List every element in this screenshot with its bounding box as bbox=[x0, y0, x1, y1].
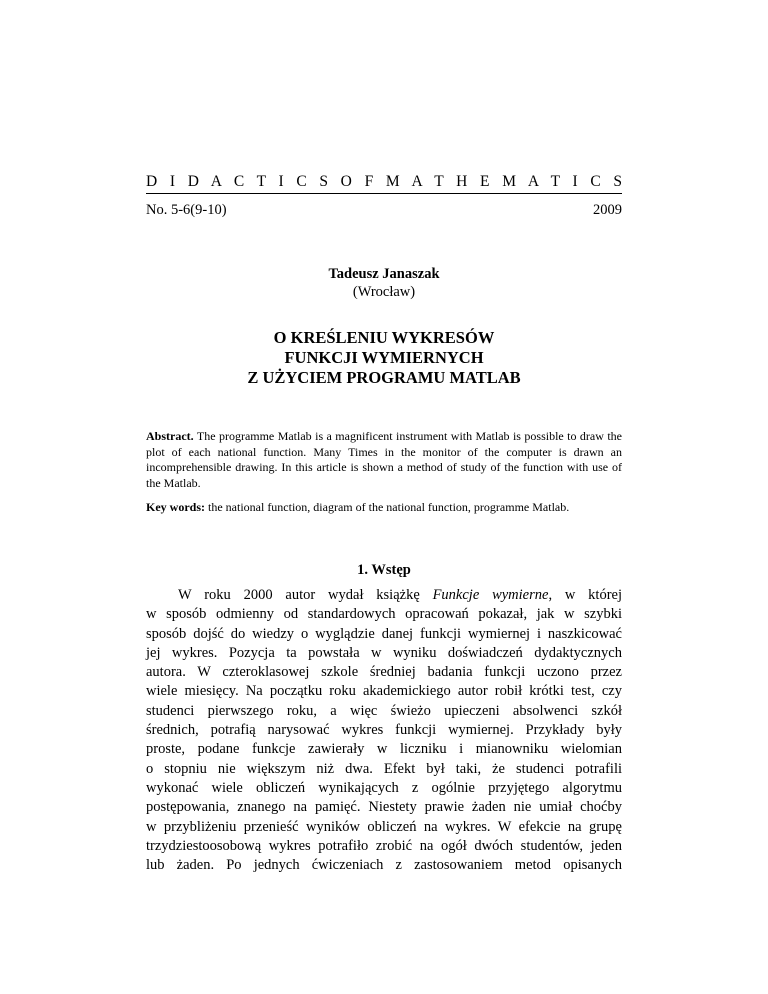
header-rule bbox=[146, 193, 622, 194]
abstract-label: Abstract. bbox=[146, 429, 194, 443]
body-line: postępowania, znanego na pamięć. Niestety prawie żaden nie umiał choćby bbox=[146, 799, 622, 816]
title-line: FUNKCJI WYMIERNYCH bbox=[284, 348, 484, 367]
body-line: wiele miesięcy. Na początku roku akademickiego autor robił krótki test, czy bbox=[146, 683, 622, 700]
abstract bbox=[146, 429, 622, 491]
issue-number: No. 5-6(9-10) bbox=[146, 202, 227, 218]
body-text-segment: , w której bbox=[548, 587, 622, 603]
body-line: wykonać wiele obliczeń wynikających z ogólnie przyjętego algorytmu bbox=[146, 779, 622, 796]
body-line: autora. W czteroklasowej szkole średniej badania funkcji uczono przez bbox=[146, 664, 622, 681]
author-affiliation: (Wrocław) bbox=[352, 284, 416, 300]
section-heading: 1. Wstęp bbox=[357, 562, 411, 578]
book-title: Funkcje wymierne bbox=[432, 587, 549, 603]
body-line: w sposób odmienny od standardowych opracowań pokazał, jak w szybki bbox=[146, 606, 622, 623]
body-line: sposób dojść do wiedzy o wyglądzie danej funkcji wymiernej i naszkicować bbox=[146, 625, 622, 642]
abstract-text: The programme Matlab is a magnificent instrument with Matlab is possible to draw the plot of each national function. Many Times in the monitor of the computer is drawn an incomprehensible drawing. In this article is shown a method of study of the function with use of the Matlab. bbox=[146, 429, 622, 490]
body-line bbox=[146, 586, 622, 605]
body-line: o stopniu nie większym niż dwa. Efekt był taki, że studenci potrafili bbox=[146, 760, 622, 777]
keywords-label: Key words: bbox=[146, 500, 205, 514]
author-name: Tadeusz Janaszak bbox=[328, 266, 440, 282]
body-line: lub żaden. Po jednych ćwiczeniach z zastosowaniem metod opisanych bbox=[146, 857, 622, 874]
body-line: jej wykres. Pozycja ta powstała w wyniku doświadczeń dydaktycznych bbox=[146, 644, 622, 661]
body-line: w przybliżeniu przenieść wyników obliczeń na wykres. W efekcie na grupę bbox=[146, 818, 622, 835]
body-text-segment: W roku 2000 autor wydał książkę bbox=[178, 587, 433, 603]
keywords-text: the national function, diagram of the national function, programme Matlab. bbox=[205, 500, 570, 514]
article-title bbox=[146, 328, 622, 388]
title-line: Z UŻYCIEM PROGRAMU MATLAB bbox=[247, 368, 521, 387]
body-line: trzydziestoosobową wykres potrafiło zrobić na ogół dwóch studentów, jeden bbox=[146, 837, 622, 854]
body-line: średnich, potrafią narysować wykres funkcji wymiernej. Przykłady były bbox=[146, 722, 622, 739]
body-paragraph bbox=[146, 586, 622, 875]
issue-year: 2009 bbox=[593, 202, 622, 218]
keywords bbox=[146, 500, 622, 516]
body-line: proste, podane funkcje zawierały w liczniku i mianowniku wielomian bbox=[146, 741, 622, 758]
title-line: O KREŚLENIU WYKRESÓW bbox=[273, 328, 495, 347]
body-line: studenci pierwszego roku, a więc świeżo upieczeni absolwenci szkół bbox=[146, 702, 622, 719]
journal-name: D I D A C T I C S O F M A T H E M A T I C S bbox=[146, 173, 622, 190]
issue-line bbox=[146, 201, 622, 219]
